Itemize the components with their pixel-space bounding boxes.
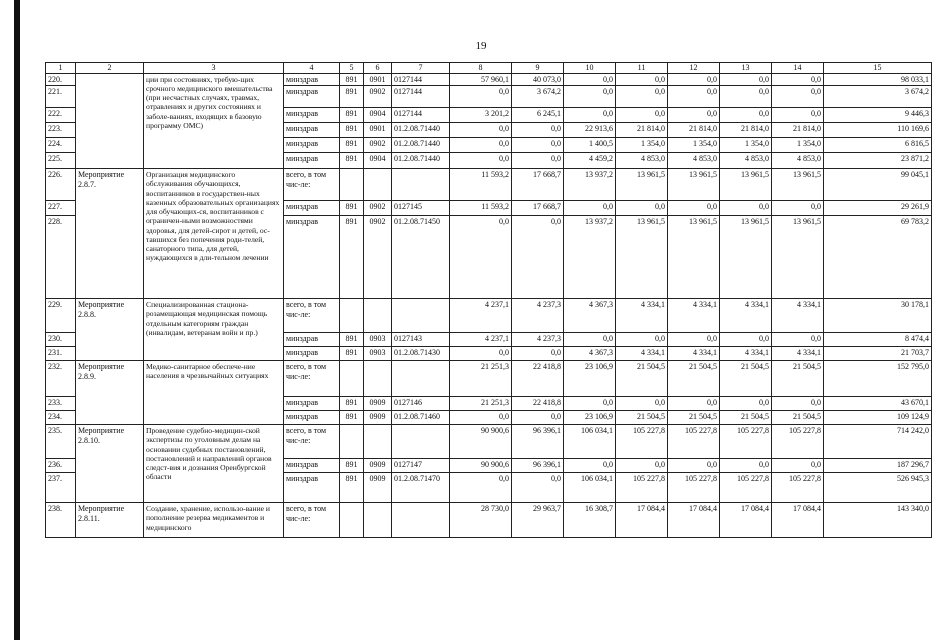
funding-source-cell: минздрав [284, 216, 340, 299]
year-value-cell: 23 106,9 [564, 411, 616, 425]
year-value-cell: 90 900,6 [450, 425, 512, 459]
year-value-cell: 13 961,5 [616, 169, 668, 201]
row-number-cell: 226. [46, 169, 76, 201]
row-number-cell: 235. [46, 425, 76, 459]
funding-source-cell: минздрав [284, 86, 340, 108]
year-value-cell: 105 227,8 [772, 425, 824, 459]
column-header-13: 13 [720, 63, 772, 74]
year-value-cell: 21 504,5 [772, 361, 824, 397]
description-cell: Медико-санитарное обеспече-ние населения в чрезвычайных ситуациях [144, 361, 284, 425]
budget-code-cell: 0127144 [392, 86, 450, 108]
budget-code-cell: 0127143 [392, 333, 450, 347]
year-value-cell: 4 237,1 [450, 333, 512, 347]
total-value-cell: 98 033,1 [824, 73, 932, 86]
section-code-cell [364, 503, 392, 538]
year-value-cell: 105 227,8 [772, 473, 824, 503]
funding-source-cell: минздрав [284, 397, 340, 411]
table-row [46, 299, 932, 333]
ministry-code-cell: 891 [340, 459, 364, 473]
total-value-cell: 43 670,1 [824, 397, 932, 411]
year-value-cell: 106 034,1 [564, 473, 616, 503]
year-value-cell: 17 668,7 [512, 201, 564, 216]
column-header-11: 11 [616, 63, 668, 74]
total-value-cell: 110 169,6 [824, 123, 932, 138]
year-value-cell: 0,0 [668, 86, 720, 108]
year-value-cell: 13 961,5 [668, 216, 720, 299]
year-value-cell: 4 237,1 [450, 299, 512, 333]
year-value-cell: 1 354,0 [720, 138, 772, 153]
funding-source-cell: минздрав [284, 473, 340, 503]
year-value-cell: 0,0 [772, 459, 824, 473]
total-value-cell: 143 340,0 [824, 503, 932, 538]
year-value-cell: 4 334,1 [668, 299, 720, 333]
year-value-cell: 21 504,5 [616, 411, 668, 425]
row-number-cell: 231. [46, 347, 76, 361]
year-value-cell: 0,0 [616, 108, 668, 123]
year-value-cell: 0,0 [512, 347, 564, 361]
total-value-cell: 69 783,2 [824, 216, 932, 299]
column-header-2: 2 [76, 63, 144, 74]
table-row [46, 503, 932, 538]
budget-code-cell: 01.2.08.71430 [392, 347, 450, 361]
funding-source-cell: минздрав [284, 153, 340, 169]
activity-cell: Мероприятие 2.8.7. [76, 169, 144, 299]
budget-code-cell: 0127144 [392, 108, 450, 123]
total-value-cell: 6 816,5 [824, 138, 932, 153]
column-header-10: 10 [564, 63, 616, 74]
year-value-cell: 21 504,5 [616, 361, 668, 397]
funding-source-cell: всего, в том чис-ле: [284, 299, 340, 333]
column-header-4: 4 [284, 63, 340, 74]
year-value-cell: 0,0 [772, 397, 824, 411]
year-value-cell: 0,0 [450, 473, 512, 503]
year-value-cell: 4 334,1 [616, 299, 668, 333]
total-value-cell: 714 242,0 [824, 425, 932, 459]
year-value-cell: 3 674,2 [512, 86, 564, 108]
row-number-cell: 237. [46, 473, 76, 503]
activity-cell: Мероприятие 2.8.9. [76, 361, 144, 425]
budget-code-cell: 0127145 [392, 201, 450, 216]
section-code-cell [364, 299, 392, 333]
year-value-cell: 13 937,2 [564, 216, 616, 299]
funding-source-cell: минздрав [284, 138, 340, 153]
year-value-cell: 4 367,3 [564, 347, 616, 361]
year-value-cell: 4 334,1 [772, 299, 824, 333]
activity-cell: Мероприятие 2.8.10. [76, 425, 144, 503]
year-value-cell: 13 961,5 [772, 216, 824, 299]
column-header-8: 8 [450, 63, 512, 74]
year-value-cell: 0,0 [616, 333, 668, 347]
budget-table [45, 62, 932, 538]
year-value-cell: 0,0 [720, 459, 772, 473]
year-value-cell: 96 396,1 [512, 459, 564, 473]
section-code-cell [364, 425, 392, 459]
year-value-cell: 21 504,5 [772, 411, 824, 425]
year-value-cell: 0,0 [720, 333, 772, 347]
year-value-cell: 0,0 [668, 73, 720, 86]
year-value-cell: 23 106,9 [564, 361, 616, 397]
ministry-code-cell: 891 [340, 153, 364, 169]
year-value-cell: 11 593,2 [450, 201, 512, 216]
column-header-5: 5 [340, 63, 364, 74]
ministry-code-cell: 891 [340, 201, 364, 216]
section-code-cell: 0909 [364, 459, 392, 473]
year-value-cell: 22 418,8 [512, 397, 564, 411]
year-value-cell: 0,0 [720, 397, 772, 411]
year-value-cell: 0,0 [564, 86, 616, 108]
total-value-cell: 109 124,9 [824, 411, 932, 425]
description-cell: Создание, хранение, использо-вание и пополнение резерва медикаментов и медицинского [144, 503, 284, 538]
year-value-cell: 0,0 [450, 86, 512, 108]
budget-code-cell: 0127144 [392, 73, 450, 86]
budget-code-cell [392, 425, 450, 459]
year-value-cell: 1 354,0 [616, 138, 668, 153]
funding-source-cell: минздрав [284, 201, 340, 216]
total-value-cell: 152 795,0 [824, 361, 932, 397]
year-value-cell: 13 961,5 [668, 169, 720, 201]
year-value-cell: 1 400,5 [564, 138, 616, 153]
year-value-cell: 4 237,3 [512, 333, 564, 347]
budget-code-cell: 01.2.08.71440 [392, 123, 450, 138]
year-value-cell: 105 227,8 [668, 425, 720, 459]
row-number-cell: 238. [46, 503, 76, 538]
ministry-code-cell [340, 299, 364, 333]
row-number-cell: 224. [46, 138, 76, 153]
year-value-cell: 4 334,1 [772, 347, 824, 361]
year-value-cell: 13 961,5 [720, 216, 772, 299]
year-value-cell: 106 034,1 [564, 425, 616, 459]
budget-code-cell [392, 169, 450, 201]
year-value-cell: 0,0 [512, 138, 564, 153]
column-header-15: 15 [824, 63, 932, 74]
description-cell: Специализированная стациона-розамещающая медицинская помощь отдельным категориям граждан (инвалидам, ветеранам войн и пр.) [144, 299, 284, 361]
year-value-cell: 0,0 [450, 216, 512, 299]
year-value-cell: 0,0 [512, 411, 564, 425]
year-value-cell: 0,0 [720, 201, 772, 216]
year-value-cell: 105 227,8 [720, 473, 772, 503]
year-value-cell: 0,0 [450, 123, 512, 138]
year-value-cell: 0,0 [564, 333, 616, 347]
year-value-cell: 21 814,0 [720, 123, 772, 138]
year-value-cell: 21 504,5 [668, 361, 720, 397]
year-value-cell: 13 961,5 [720, 169, 772, 201]
activity-cell: Мероприятие 2.8.11. [76, 503, 144, 538]
year-value-cell: 17 668,7 [512, 169, 564, 201]
year-value-cell: 0,0 [564, 73, 616, 86]
year-value-cell: 0,0 [668, 333, 720, 347]
ministry-code-cell [340, 503, 364, 538]
section-code-cell: 0909 [364, 411, 392, 425]
year-value-cell: 0,0 [772, 73, 824, 86]
total-value-cell: 526 945,3 [824, 473, 932, 503]
year-value-cell: 105 227,8 [616, 473, 668, 503]
row-number-cell: 229. [46, 299, 76, 333]
row-number-cell: 222. [46, 108, 76, 123]
year-value-cell: 0,0 [450, 138, 512, 153]
ministry-code-cell: 891 [340, 86, 364, 108]
section-code-cell: 0904 [364, 153, 392, 169]
funding-source-cell: всего, в том чис-ле: [284, 169, 340, 201]
row-number-cell: 228. [46, 216, 76, 299]
year-value-cell: 0,0 [450, 153, 512, 169]
year-value-cell: 0,0 [616, 86, 668, 108]
section-code-cell: 0903 [364, 347, 392, 361]
table-row [46, 73, 932, 86]
year-value-cell: 17 084,4 [772, 503, 824, 538]
year-value-cell: 13 961,5 [772, 169, 824, 201]
year-value-cell: 0,0 [616, 73, 668, 86]
year-value-cell: 105 227,8 [668, 473, 720, 503]
section-code-cell: 0902 [364, 138, 392, 153]
column-header-12: 12 [668, 63, 720, 74]
year-value-cell: 4 334,1 [720, 347, 772, 361]
year-value-cell: 21 814,0 [668, 123, 720, 138]
year-value-cell: 16 308,7 [564, 503, 616, 538]
year-value-cell: 4 334,1 [616, 347, 668, 361]
column-header-6: 6 [364, 63, 392, 74]
year-value-cell: 21 814,0 [772, 123, 824, 138]
year-value-cell: 4 853,0 [616, 153, 668, 169]
column-header-3: 3 [144, 63, 284, 74]
budget-code-cell: 0127147 [392, 459, 450, 473]
budget-code-cell: 01.2.08.71440 [392, 138, 450, 153]
column-header-7: 7 [392, 63, 450, 74]
year-value-cell: 21 504,5 [668, 411, 720, 425]
year-value-cell: 4 853,0 [668, 153, 720, 169]
ministry-code-cell: 891 [340, 108, 364, 123]
funding-source-cell: всего, в том чис-ле: [284, 361, 340, 397]
total-value-cell: 99 045,1 [824, 169, 932, 201]
year-value-cell: 21 814,0 [616, 123, 668, 138]
ministry-code-cell: 891 [340, 411, 364, 425]
section-code-cell: 0902 [364, 201, 392, 216]
budget-code-cell: 01.2.08.71450 [392, 216, 450, 299]
section-code-cell: 0902 [364, 216, 392, 299]
year-value-cell: 0,0 [668, 108, 720, 123]
budget-code-cell: 01.2.08.71440 [392, 153, 450, 169]
section-code-cell [364, 169, 392, 201]
table-row [46, 169, 932, 201]
year-value-cell: 0,0 [512, 153, 564, 169]
year-value-cell: 0,0 [512, 123, 564, 138]
total-value-cell: 23 871,2 [824, 153, 932, 169]
year-value-cell: 0,0 [720, 73, 772, 86]
section-code-cell: 0904 [364, 108, 392, 123]
year-value-cell: 0,0 [564, 459, 616, 473]
year-value-cell: 1 354,0 [772, 138, 824, 153]
description-cell: Организация медицинского обслуживания обучающихся, воспитанников в государствен-ных казенных образовательных организациях для обучающих-ся, воспитанников с ограничен-ными возможностями здоровья, для детей-сирот и детей, ос-тавшихся без попечения роди-телей, санаторного типа, для детей, нуждающихся в дли-тельном лечении [144, 169, 284, 299]
section-code-cell: 0901 [364, 123, 392, 138]
ministry-code-cell: 891 [340, 347, 364, 361]
ministry-code-cell [340, 361, 364, 397]
year-value-cell: 0,0 [616, 201, 668, 216]
description-cell: ции при состояниях, требую-щих срочного медицинского вмешательства (при несчастных случаях, травмах, отравлениях и других состояниях и заболе-ваниях, входящих в базовую программу ОМС) [144, 73, 284, 169]
year-value-cell: 105 227,8 [720, 425, 772, 459]
row-number-cell: 220. [46, 73, 76, 86]
total-value-cell: 3 674,2 [824, 86, 932, 108]
year-value-cell: 17 084,4 [720, 503, 772, 538]
year-value-cell: 3 201,2 [450, 108, 512, 123]
year-value-cell: 11 593,2 [450, 169, 512, 201]
ministry-code-cell: 891 [340, 333, 364, 347]
year-value-cell: 28 730,0 [450, 503, 512, 538]
year-value-cell: 4 459,2 [564, 153, 616, 169]
header-row [46, 63, 932, 74]
ministry-code-cell: 891 [340, 73, 364, 86]
year-value-cell: 4 237,3 [512, 299, 564, 333]
year-value-cell: 0,0 [668, 459, 720, 473]
description-cell: Проведение судебно-медицин-ской экспертизы по уголовным делам на основании судебных постановлений, постановлений и направлений органов следст-вия и дознания Оренбургской области [144, 425, 284, 503]
row-number-cell: 234. [46, 411, 76, 425]
column-header-1: 1 [46, 63, 76, 74]
column-header-9: 9 [512, 63, 564, 74]
year-value-cell: 22 418,8 [512, 361, 564, 397]
ministry-code-cell: 891 [340, 216, 364, 299]
ministry-code-cell [340, 425, 364, 459]
budget-code-cell: 01.2.08.71460 [392, 411, 450, 425]
year-value-cell: 0,0 [616, 459, 668, 473]
total-value-cell: 30 178,1 [824, 299, 932, 333]
activity-cell: Мероприятие 2.8.8. [76, 299, 144, 361]
total-value-cell: 21 703,7 [824, 347, 932, 361]
budget-code-cell [392, 503, 450, 538]
year-value-cell: 0,0 [512, 216, 564, 299]
year-value-cell: 40 073,0 [512, 73, 564, 86]
year-value-cell: 57 960,1 [450, 73, 512, 86]
ministry-code-cell [340, 169, 364, 201]
year-value-cell: 0,0 [450, 347, 512, 361]
year-value-cell: 4 853,0 [720, 153, 772, 169]
total-value-cell: 9 446,3 [824, 108, 932, 123]
budget-code-cell [392, 361, 450, 397]
table-row [46, 361, 932, 397]
row-number-cell: 233. [46, 397, 76, 411]
year-value-cell: 0,0 [772, 333, 824, 347]
budget-code-cell: 01.2.08.71470 [392, 473, 450, 503]
year-value-cell: 0,0 [720, 108, 772, 123]
funding-source-cell: всего, в том чис-ле: [284, 503, 340, 538]
funding-source-cell: минздрав [284, 333, 340, 347]
page-number: 19 [475, 40, 487, 52]
year-value-cell: 22 913,6 [564, 123, 616, 138]
year-value-cell: 1 354,0 [668, 138, 720, 153]
year-value-cell: 6 245,1 [512, 108, 564, 123]
funding-source-cell: минздрав [284, 459, 340, 473]
year-value-cell: 0,0 [772, 201, 824, 216]
year-value-cell: 0,0 [668, 201, 720, 216]
table-row [46, 425, 932, 459]
row-number-cell: 227. [46, 201, 76, 216]
year-value-cell: 0,0 [450, 411, 512, 425]
row-number-cell: 221. [46, 86, 76, 108]
year-value-cell: 0,0 [564, 397, 616, 411]
year-value-cell: 17 084,4 [668, 503, 720, 538]
section-code-cell: 0909 [364, 397, 392, 411]
year-value-cell: 4 334,1 [668, 347, 720, 361]
year-value-cell: 0,0 [772, 86, 824, 108]
row-number-cell: 223. [46, 123, 76, 138]
activity-cell [76, 73, 144, 169]
year-value-cell: 0,0 [564, 201, 616, 216]
year-value-cell: 21 251,3 [450, 397, 512, 411]
ministry-code-cell: 891 [340, 473, 364, 503]
row-number-cell: 225. [46, 153, 76, 169]
year-value-cell: 0,0 [668, 397, 720, 411]
year-value-cell: 0,0 [616, 397, 668, 411]
funding-source-cell: всего, в том чис-ле: [284, 425, 340, 459]
budget-code-cell: 0127146 [392, 397, 450, 411]
year-value-cell: 21 504,5 [720, 361, 772, 397]
scan-edge-bar [14, 0, 20, 640]
year-value-cell: 4 853,0 [772, 153, 824, 169]
funding-source-cell: минздрав [284, 347, 340, 361]
section-code-cell: 0902 [364, 86, 392, 108]
year-value-cell: 96 396,1 [512, 425, 564, 459]
year-value-cell: 4 367,3 [564, 299, 616, 333]
section-code-cell [364, 361, 392, 397]
year-value-cell: 13 937,2 [564, 169, 616, 201]
section-code-cell: 0903 [364, 333, 392, 347]
row-number-cell: 232. [46, 361, 76, 397]
year-value-cell: 21 251,3 [450, 361, 512, 397]
year-value-cell: 0,0 [772, 108, 824, 123]
column-header-14: 14 [772, 63, 824, 74]
row-number-cell: 236. [46, 459, 76, 473]
total-value-cell: 8 474,4 [824, 333, 932, 347]
year-value-cell: 29 963,7 [512, 503, 564, 538]
year-value-cell: 0,0 [512, 473, 564, 503]
total-value-cell: 187 296,7 [824, 459, 932, 473]
row-number-cell: 230. [46, 333, 76, 347]
year-value-cell: 0,0 [564, 108, 616, 123]
ministry-code-cell: 891 [340, 138, 364, 153]
ministry-code-cell: 891 [340, 397, 364, 411]
year-value-cell: 21 504,5 [720, 411, 772, 425]
year-value-cell: 0,0 [720, 86, 772, 108]
section-code-cell: 0901 [364, 73, 392, 86]
year-value-cell: 105 227,8 [616, 425, 668, 459]
funding-source-cell: минздрав [284, 123, 340, 138]
budget-code-cell [392, 299, 450, 333]
year-value-cell: 17 084,4 [616, 503, 668, 538]
year-value-cell: 4 334,1 [720, 299, 772, 333]
year-value-cell: 90 900,6 [450, 459, 512, 473]
total-value-cell: 29 261,9 [824, 201, 932, 216]
section-code-cell: 0909 [364, 473, 392, 503]
funding-source-cell: минздрав [284, 73, 340, 86]
funding-source-cell: минздрав [284, 411, 340, 425]
year-value-cell: 13 961,5 [616, 216, 668, 299]
ministry-code-cell: 891 [340, 123, 364, 138]
funding-source-cell: минздрав [284, 108, 340, 123]
